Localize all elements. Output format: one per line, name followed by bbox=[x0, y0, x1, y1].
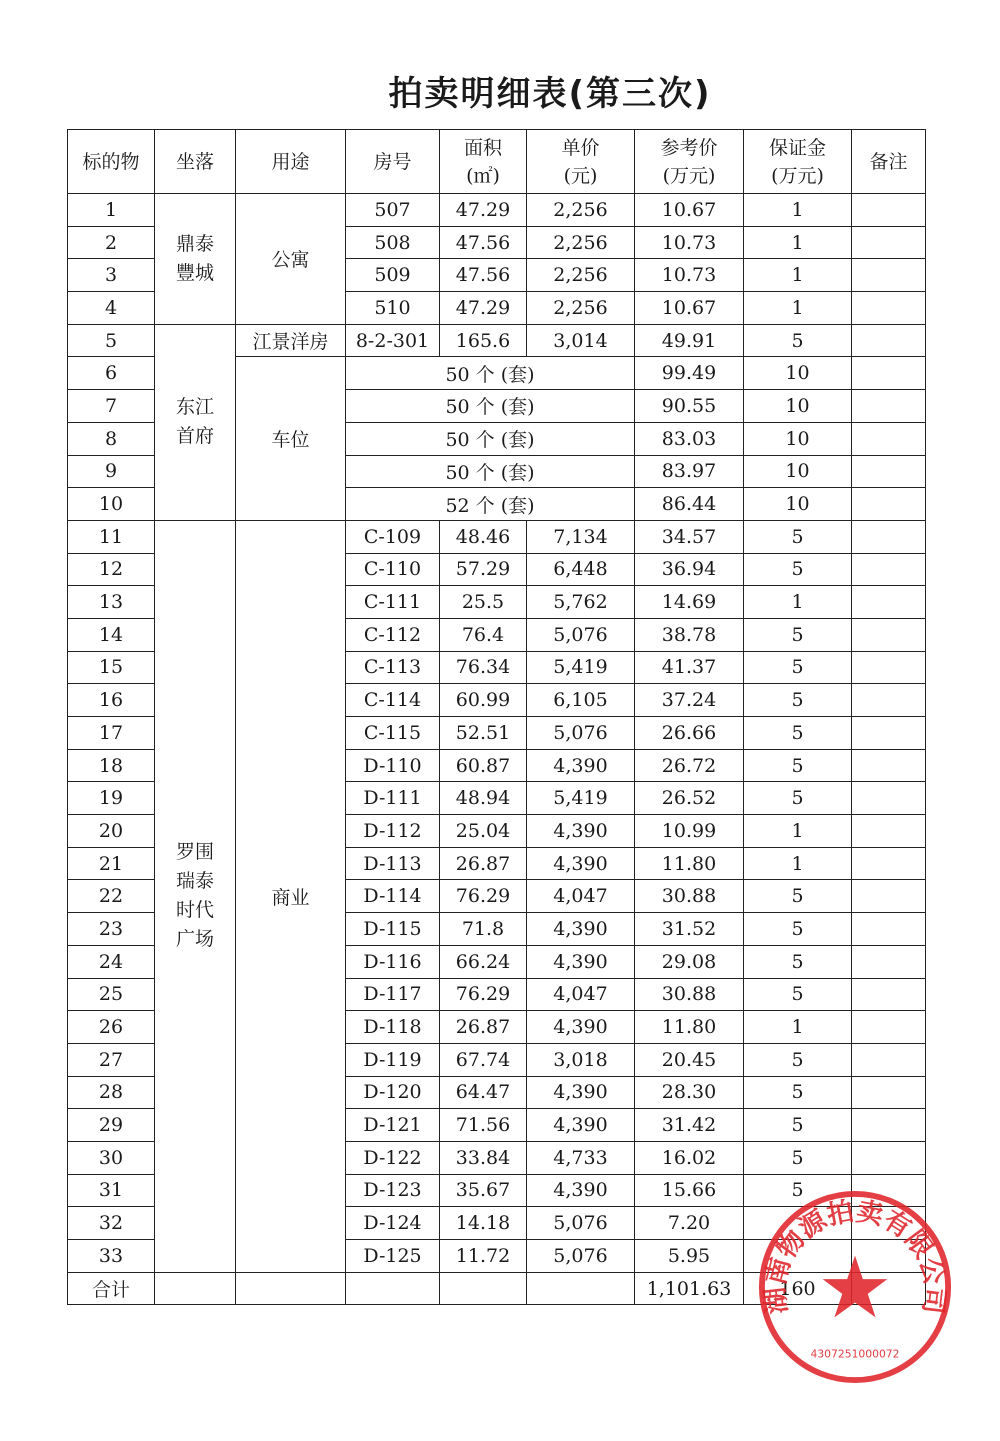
cell-area: 47.29 bbox=[440, 292, 527, 325]
header-area-line1: 面积 bbox=[463, 136, 502, 159]
cell-deposit: 10 bbox=[744, 422, 852, 455]
cell-unit-price: 4,390 bbox=[527, 1109, 635, 1142]
table-body bbox=[68, 194, 926, 1305]
cell-area: 67.74 bbox=[440, 1043, 527, 1076]
cell-deposit: 5 bbox=[744, 880, 852, 913]
header-remark: 备注 bbox=[852, 130, 926, 194]
cell-ref-price: 38.78 bbox=[635, 618, 744, 651]
cell-ref-price: 14.69 bbox=[635, 586, 744, 619]
cell-unit-price: 6,448 bbox=[527, 553, 635, 586]
cell-room: D-117 bbox=[346, 978, 440, 1011]
cell-unit-price: 5,419 bbox=[527, 651, 635, 684]
cell-ref-price: 16.02 bbox=[635, 1141, 744, 1174]
cell-room: D-121 bbox=[346, 1109, 440, 1142]
cell-item-no: 29 bbox=[68, 1109, 155, 1142]
cell-area: 35.67 bbox=[440, 1174, 527, 1207]
cell-deposit: 5 bbox=[744, 749, 852, 782]
cell-item-no: 27 bbox=[68, 1043, 155, 1076]
cell-remark bbox=[852, 520, 926, 553]
cell-area: 47.56 bbox=[440, 226, 527, 259]
cell-empty bbox=[440, 1272, 527, 1305]
cell-remark bbox=[852, 618, 926, 651]
cell-unit-price: 4,390 bbox=[527, 1076, 635, 1109]
cell-deposit: 5 bbox=[744, 520, 852, 553]
cell-use: 车位 bbox=[236, 357, 346, 520]
cell-area: 26.87 bbox=[440, 847, 527, 880]
cell-unit-price: 2,256 bbox=[527, 194, 635, 227]
cell-ref-price: 20.45 bbox=[635, 1043, 744, 1076]
cell-item-no: 6 bbox=[68, 357, 155, 390]
cell-item-no: 30 bbox=[68, 1141, 155, 1174]
cell-item-no: 26 bbox=[68, 1011, 155, 1044]
cell-room: C-110 bbox=[346, 553, 440, 586]
cell-remark bbox=[852, 1043, 926, 1076]
cell-deposit: 5 bbox=[744, 1141, 852, 1174]
cell-item-no: 15 bbox=[68, 651, 155, 684]
cell-ref-price: 36.94 bbox=[635, 553, 744, 586]
cell-remark bbox=[852, 194, 926, 227]
cell-area: 26.87 bbox=[440, 1011, 527, 1044]
cell-empty bbox=[155, 1272, 236, 1305]
cell-deposit: 5 bbox=[744, 684, 852, 717]
cell-remark bbox=[852, 913, 926, 946]
cell-deposit: 5 bbox=[744, 1043, 852, 1076]
cell-ref-price: 5.95 bbox=[635, 1240, 744, 1273]
cell-room: 8-2-301 bbox=[346, 324, 440, 357]
cell-deposit: 1 bbox=[744, 259, 852, 292]
cell-ref-price: 10.73 bbox=[635, 259, 744, 292]
cell-item-no: 9 bbox=[68, 455, 155, 488]
cell-item-no: 16 bbox=[68, 684, 155, 717]
cell-item-no: 17 bbox=[68, 717, 155, 750]
cell-unit-price: 6,105 bbox=[527, 684, 635, 717]
cell-area: 71.8 bbox=[440, 913, 527, 946]
cell-item-no: 13 bbox=[68, 586, 155, 619]
cell-deposit: 1 bbox=[744, 815, 852, 848]
cell-area: 47.56 bbox=[440, 259, 527, 292]
cell-remark bbox=[852, 455, 926, 488]
cell-item-no: 10 bbox=[68, 488, 155, 521]
cell-area: 48.46 bbox=[440, 520, 527, 553]
location-line4: 广场 bbox=[175, 928, 214, 951]
cell-ref-price: 99.49 bbox=[635, 357, 744, 390]
cell-unit-price: 7,134 bbox=[527, 520, 635, 553]
cell-item-no: 23 bbox=[68, 913, 155, 946]
header-location: 坐落 bbox=[155, 130, 236, 194]
cell-item-no: 18 bbox=[68, 749, 155, 782]
cell-area: 47.29 bbox=[440, 194, 527, 227]
cell-ref-price: 11.80 bbox=[635, 1011, 744, 1044]
cell-use: 商业 bbox=[236, 520, 346, 1272]
cell-unit-price: 3,018 bbox=[527, 1043, 635, 1076]
location-line1: 鼎泰 bbox=[175, 232, 214, 255]
cell-remark bbox=[852, 259, 926, 292]
header-deposit-line1: 保证金 bbox=[768, 136, 826, 159]
cell-room: D-112 bbox=[346, 815, 440, 848]
cell-deposit: 5 bbox=[744, 782, 852, 815]
table-row bbox=[68, 194, 926, 227]
cell-deposit: 5 bbox=[744, 651, 852, 684]
cell-room: 509 bbox=[346, 259, 440, 292]
cell-area: 33.84 bbox=[440, 1141, 527, 1174]
cell-ref-price: 86.44 bbox=[635, 488, 744, 521]
cell-item-no: 11 bbox=[68, 520, 155, 553]
cell-quantity: 50 个 (套) bbox=[346, 422, 635, 455]
cell-deposit: 10 bbox=[744, 390, 852, 423]
cell-item-no: 2 bbox=[68, 226, 155, 259]
cell-ref-price: 29.08 bbox=[635, 945, 744, 978]
cell-item-no: 21 bbox=[68, 847, 155, 880]
cell-remark bbox=[852, 292, 926, 325]
cell-ref-price: 30.88 bbox=[635, 880, 744, 913]
cell-empty bbox=[236, 1272, 346, 1305]
cell-item-no: 19 bbox=[68, 782, 155, 815]
header-unit-price bbox=[527, 130, 635, 194]
cell-unit-price: 4,390 bbox=[527, 815, 635, 848]
cell-deposit: 5 bbox=[744, 1109, 852, 1142]
cell-quantity: 50 个 (套) bbox=[346, 455, 635, 488]
seal-name: 湖南物源拍卖有限公司 bbox=[759, 1195, 951, 1316]
cell-unit-price: 4,047 bbox=[527, 978, 635, 1011]
cell-empty bbox=[346, 1272, 440, 1305]
cell-total-label: 合计 bbox=[68, 1272, 155, 1305]
cell-remark bbox=[852, 357, 926, 390]
cell-ref-price: 26.52 bbox=[635, 782, 744, 815]
header-area bbox=[440, 130, 527, 194]
cell-item-no: 32 bbox=[68, 1207, 155, 1240]
cell-remark bbox=[852, 553, 926, 586]
cell-unit-price: 4,390 bbox=[527, 1174, 635, 1207]
cell-ref-price: 31.42 bbox=[635, 1109, 744, 1142]
cell-deposit: 5 bbox=[744, 618, 852, 651]
cell-room: D-115 bbox=[346, 913, 440, 946]
cell-remark bbox=[852, 390, 926, 423]
cell-item-no: 22 bbox=[68, 880, 155, 913]
header-area-line2: (㎡) bbox=[466, 164, 500, 187]
header-ref-price bbox=[635, 130, 744, 194]
header-ref-price-line1: 参考价 bbox=[660, 136, 718, 159]
cell-deposit: 5 bbox=[744, 978, 852, 1011]
cell-room: D-110 bbox=[346, 749, 440, 782]
seal-star-icon bbox=[823, 1256, 888, 1318]
cell-ref-price: 26.72 bbox=[635, 749, 744, 782]
cell-deposit: 10 bbox=[744, 357, 852, 390]
cell-ref-price: 83.03 bbox=[635, 422, 744, 455]
cell-item-no: 31 bbox=[68, 1174, 155, 1207]
cell-deposit: 10 bbox=[744, 488, 852, 521]
cell-room: C-113 bbox=[346, 651, 440, 684]
header-unit-price-line1: 单价 bbox=[561, 136, 600, 159]
cell-room: C-111 bbox=[346, 586, 440, 619]
cell-remark bbox=[852, 684, 926, 717]
cell-empty bbox=[527, 1272, 635, 1305]
cell-room: C-112 bbox=[346, 618, 440, 651]
cell-remark bbox=[852, 1141, 926, 1174]
cell-item-no: 33 bbox=[68, 1240, 155, 1273]
location-line1: 罗围 bbox=[175, 841, 214, 864]
cell-quantity: 50 个 (套) bbox=[346, 357, 635, 390]
cell-ref-price: 10.67 bbox=[635, 292, 744, 325]
cell-room: D-118 bbox=[346, 1011, 440, 1044]
cell-remark bbox=[852, 1076, 926, 1109]
table-row bbox=[68, 520, 926, 553]
cell-remark bbox=[852, 978, 926, 1011]
cell-room: D-123 bbox=[346, 1174, 440, 1207]
cell-remark bbox=[852, 717, 926, 750]
cell-area: 76.4 bbox=[440, 618, 527, 651]
cell-item-no: 7 bbox=[68, 390, 155, 423]
cell-deposit: 10 bbox=[744, 455, 852, 488]
cell-room: D-125 bbox=[346, 1240, 440, 1273]
header-room: 房号 bbox=[346, 130, 440, 194]
table-row bbox=[68, 324, 926, 357]
cell-remark bbox=[852, 324, 926, 357]
cell-ref-price: 11.80 bbox=[635, 847, 744, 880]
cell-deposit: 1 bbox=[744, 194, 852, 227]
cell-ref-price: 7.20 bbox=[635, 1207, 744, 1240]
cell-room: D-124 bbox=[346, 1207, 440, 1240]
cell-area: 76.29 bbox=[440, 978, 527, 1011]
header-use: 用途 bbox=[236, 130, 346, 194]
cell-location bbox=[155, 520, 236, 1272]
cell-location bbox=[155, 324, 236, 520]
cell-deposit: 1 bbox=[744, 292, 852, 325]
header-unit-price-line2: (元) bbox=[563, 164, 598, 187]
cell-ref-price: 10.99 bbox=[635, 815, 744, 848]
cell-remark bbox=[852, 749, 926, 782]
cell-area: 14.18 bbox=[440, 1207, 527, 1240]
cell-ref-price: 34.57 bbox=[635, 520, 744, 553]
cell-room: 508 bbox=[346, 226, 440, 259]
page-title: 拍卖明细表(第三次) bbox=[388, 74, 712, 114]
cell-total-ref-price: 1,101.63 bbox=[635, 1272, 744, 1305]
cell-area: 76.29 bbox=[440, 880, 527, 913]
cell-remark bbox=[852, 586, 926, 619]
cell-remark bbox=[852, 1011, 926, 1044]
cell-deposit: 1 bbox=[744, 847, 852, 880]
cell-area: 25.04 bbox=[440, 815, 527, 848]
cell-deposit: 1 bbox=[744, 586, 852, 619]
cell-room: D-122 bbox=[346, 1141, 440, 1174]
cell-ref-price: 10.73 bbox=[635, 226, 744, 259]
cell-item-no: 14 bbox=[68, 618, 155, 651]
cell-item-no: 20 bbox=[68, 815, 155, 848]
header-deposit-line2: (万元) bbox=[771, 164, 824, 187]
cell-room: C-114 bbox=[346, 684, 440, 717]
cell-room: C-109 bbox=[346, 520, 440, 553]
cell-area: 11.72 bbox=[440, 1240, 527, 1273]
cell-ref-price: 41.37 bbox=[635, 651, 744, 684]
cell-item-no: 1 bbox=[68, 194, 155, 227]
cell-item-no: 5 bbox=[68, 324, 155, 357]
cell-room: D-116 bbox=[346, 945, 440, 978]
cell-item-no: 3 bbox=[68, 259, 155, 292]
cell-remark bbox=[852, 847, 926, 880]
cell-ref-price: 15.66 bbox=[635, 1174, 744, 1207]
cell-remark bbox=[852, 880, 926, 913]
cell-unit-price: 5,076 bbox=[527, 717, 635, 750]
cell-area: 52.51 bbox=[440, 717, 527, 750]
cell-remark bbox=[852, 1109, 926, 1142]
cell-area: 76.34 bbox=[440, 651, 527, 684]
cell-deposit: 5 bbox=[744, 1174, 852, 1207]
cell-deposit: 1 bbox=[744, 1011, 852, 1044]
cell-area: 60.99 bbox=[440, 684, 527, 717]
cell-room: D-111 bbox=[346, 782, 440, 815]
location-line2: 首府 bbox=[175, 425, 214, 448]
cell-ref-price: 90.55 bbox=[635, 390, 744, 423]
cell-unit-price: 2,256 bbox=[527, 226, 635, 259]
cell-deposit: 5 bbox=[744, 324, 852, 357]
cell-area: 71.56 bbox=[440, 1109, 527, 1142]
cell-use: 江景洋房 bbox=[236, 324, 346, 357]
cell-remark bbox=[852, 422, 926, 455]
cell-area: 165.6 bbox=[440, 324, 527, 357]
cell-unit-price: 5,076 bbox=[527, 1207, 635, 1240]
cell-area: 64.47 bbox=[440, 1076, 527, 1109]
cell-deposit: 5 bbox=[744, 913, 852, 946]
cell-unit-price: 5,076 bbox=[527, 618, 635, 651]
cell-unit-price: 4,390 bbox=[527, 1011, 635, 1044]
cell-room: 507 bbox=[346, 194, 440, 227]
cell-area: 66.24 bbox=[440, 945, 527, 978]
location-line2: 瑞泰 bbox=[175, 870, 214, 893]
cell-use: 公寓 bbox=[236, 194, 346, 325]
cell-deposit: 5 bbox=[744, 1076, 852, 1109]
location-line3: 时代 bbox=[175, 899, 214, 922]
cell-item-no: 28 bbox=[68, 1076, 155, 1109]
cell-ref-price: 37.24 bbox=[635, 684, 744, 717]
cell-ref-price: 31.52 bbox=[635, 913, 744, 946]
cell-item-no: 24 bbox=[68, 945, 155, 978]
cell-location bbox=[155, 194, 236, 325]
cell-total-deposit: 160 bbox=[744, 1272, 852, 1305]
cell-room: D-119 bbox=[346, 1043, 440, 1076]
seal-number: 4307251000072 bbox=[810, 1347, 900, 1361]
company-seal bbox=[757, 1189, 953, 1385]
cell-item-no: 25 bbox=[68, 978, 155, 1011]
cell-item-no: 8 bbox=[68, 422, 155, 455]
cell-ref-price: 83.97 bbox=[635, 455, 744, 488]
cell-room: D-120 bbox=[346, 1076, 440, 1109]
cell-remark bbox=[852, 226, 926, 259]
header-item: 标的物 bbox=[68, 130, 155, 194]
cell-area: 48.94 bbox=[440, 782, 527, 815]
cell-ref-price: 49.91 bbox=[635, 324, 744, 357]
cell-remark bbox=[852, 651, 926, 684]
location-line1: 东江 bbox=[175, 396, 214, 419]
cell-unit-price: 4,390 bbox=[527, 913, 635, 946]
cell-unit-price: 2,256 bbox=[527, 292, 635, 325]
cell-ref-price: 10.67 bbox=[635, 194, 744, 227]
cell-unit-price: 5,076 bbox=[527, 1240, 635, 1273]
cell-unit-price: 2,256 bbox=[527, 259, 635, 292]
cell-ref-price: 28.30 bbox=[635, 1076, 744, 1109]
cell-ref-price: 26.66 bbox=[635, 717, 744, 750]
cell-unit-price: 3,014 bbox=[527, 324, 635, 357]
cell-unit-price: 4,733 bbox=[527, 1141, 635, 1174]
cell-ref-price: 30.88 bbox=[635, 978, 744, 1011]
cell-unit-price: 4,390 bbox=[527, 945, 635, 978]
cell-unit-price: 4,047 bbox=[527, 880, 635, 913]
cell-unit-price: 4,390 bbox=[527, 847, 635, 880]
location-line2: 豐城 bbox=[175, 261, 214, 284]
cell-area: 57.29 bbox=[440, 553, 527, 586]
cell-remark bbox=[852, 488, 926, 521]
cell-room: D-114 bbox=[346, 880, 440, 913]
cell-remark bbox=[852, 782, 926, 815]
cell-room: C-115 bbox=[346, 717, 440, 750]
cell-deposit: 5 bbox=[744, 553, 852, 586]
cell-item-no: 4 bbox=[68, 292, 155, 325]
cell-room: 510 bbox=[346, 292, 440, 325]
cell-room: D-113 bbox=[346, 847, 440, 880]
cell-item-no: 12 bbox=[68, 553, 155, 586]
cell-remark bbox=[852, 815, 926, 848]
cell-remark bbox=[852, 945, 926, 978]
cell-unit-price: 4,390 bbox=[527, 749, 635, 782]
cell-unit-price: 5,419 bbox=[527, 782, 635, 815]
header-ref-price-line2: (万元) bbox=[662, 164, 716, 187]
header-deposit bbox=[744, 130, 852, 194]
cell-unit-price: 5,762 bbox=[527, 586, 635, 619]
cell-quantity: 52 个 (套) bbox=[346, 488, 635, 521]
cell-deposit: 5 bbox=[744, 717, 852, 750]
cell-deposit: 1 bbox=[744, 226, 852, 259]
auction-detail-table bbox=[67, 129, 926, 1305]
table-header bbox=[68, 130, 926, 194]
cell-area: 60.87 bbox=[440, 749, 527, 782]
cell-quantity: 50 个 (套) bbox=[346, 390, 635, 423]
cell-area: 25.5 bbox=[440, 586, 527, 619]
cell-deposit: 5 bbox=[744, 945, 852, 978]
